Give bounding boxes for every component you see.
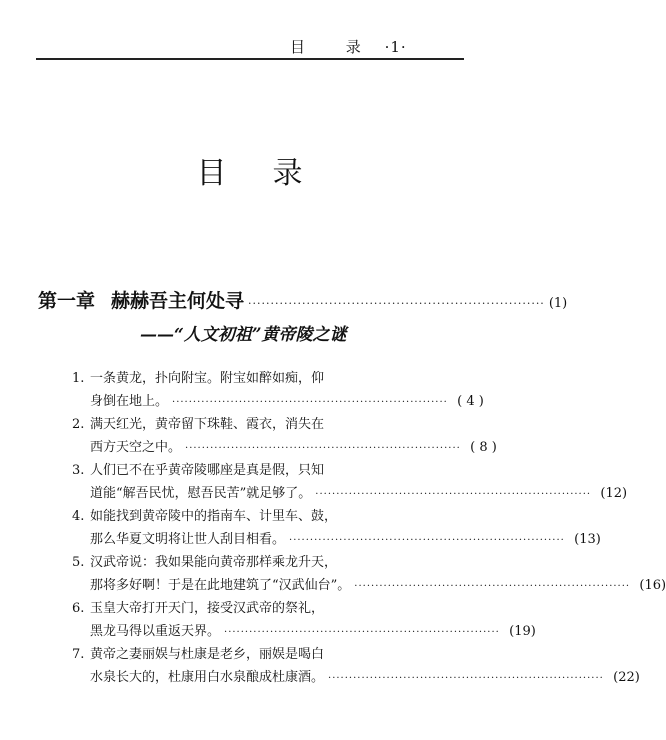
entry-text-line1: 玉皇大帝打开天门，接受汉武帝的祭礼， xyxy=(90,601,325,616)
entry-page-number: (13) xyxy=(574,532,601,547)
toc-entry xyxy=(72,643,640,689)
dot-leader: ·································································· xyxy=(172,397,448,408)
toc-entry xyxy=(72,459,628,505)
entry-text-line2: 身倒在地上。 xyxy=(90,394,169,409)
chapter-label: 第一章 xyxy=(38,290,96,312)
entry-number: 4. xyxy=(72,509,85,524)
entry-text-line2: 那么华夏文明将让世人刮目相看。 xyxy=(90,532,286,547)
running-head-page-number: ·1· xyxy=(384,38,407,56)
entry-page-number: (19) xyxy=(509,624,536,639)
chapter-subtitle: ——“人文初祖”黄帝陵之谜 xyxy=(140,325,347,345)
toc-entry xyxy=(72,597,536,643)
running-head-title: 目 录 xyxy=(290,38,379,56)
entry-text-line2: 那将多好啊！于是在此地建筑了“汉武仙台”。 xyxy=(90,578,351,593)
chapter-heading xyxy=(38,286,568,313)
entry-text-line1: 一条黄龙，扑向附宝。附宝如醉如痴，仰 xyxy=(90,371,325,386)
entry-page-number: (16) xyxy=(639,578,666,593)
entry-text-line2: 黑龙马得以重返天界。 xyxy=(90,624,221,639)
entry-text-line2: 水泉长大的，杜康用白水泉酿成杜康酒。 xyxy=(90,670,325,685)
dot-leader: ·································································· xyxy=(248,297,545,310)
entry-page-number: (22) xyxy=(613,670,640,685)
entry-text-line2: 西方天空之中。 xyxy=(90,440,182,455)
entry-text-line1: 满天红光，黄帝留下珠鞋、霞衣，消失在 xyxy=(90,417,325,432)
entry-text-line1: 汉武帝说：我如果能向黄帝那样乘龙升天， xyxy=(90,555,338,570)
entry-number: 5. xyxy=(72,555,85,570)
running-head xyxy=(290,36,460,57)
dot-leader: ·································································· xyxy=(315,489,592,500)
toc-entries xyxy=(72,367,666,689)
chapter-title: 赫赫吾主何处寻 xyxy=(111,290,245,312)
entry-page-number: ( 4 ) xyxy=(457,394,484,409)
entry-number: 2. xyxy=(72,417,85,432)
dot-leader: ·································································· xyxy=(354,581,631,592)
entry-text-line1: 黄帝之妻丽娱与杜康是老乡，丽娱是喝白 xyxy=(90,647,325,662)
entry-page-number: (12) xyxy=(600,486,628,501)
toc-entry xyxy=(72,505,601,551)
dot-leader: ·································································· xyxy=(289,535,565,546)
entry-page-number: ( 8 ) xyxy=(470,440,497,455)
entry-number: 6. xyxy=(72,601,85,616)
dot-leader: ·································································· xyxy=(224,627,500,638)
entry-number: 3. xyxy=(72,463,85,478)
entry-text-line1: 如能找到黄帝陵中的指南车、计里车、鼓， xyxy=(90,509,338,524)
entry-text-line2: 道能“解吾民忧，慰吾民苦”就足够了。 xyxy=(90,486,312,501)
page-title: 目录 xyxy=(196,156,349,191)
chapter-page-number: (1) xyxy=(548,296,568,311)
entry-text-line1: 人们已不在乎黄帝陵哪座是真是假，只知 xyxy=(90,463,325,478)
toc-entry xyxy=(72,413,497,459)
toc-entry xyxy=(72,551,666,597)
toc-entry xyxy=(72,367,484,413)
dot-leader: ·································································· xyxy=(185,443,461,454)
entry-number: 7. xyxy=(72,647,85,662)
entry-number: 1. xyxy=(72,371,85,386)
header-rule xyxy=(36,58,464,60)
dot-leader: ·································································· xyxy=(328,673,604,684)
